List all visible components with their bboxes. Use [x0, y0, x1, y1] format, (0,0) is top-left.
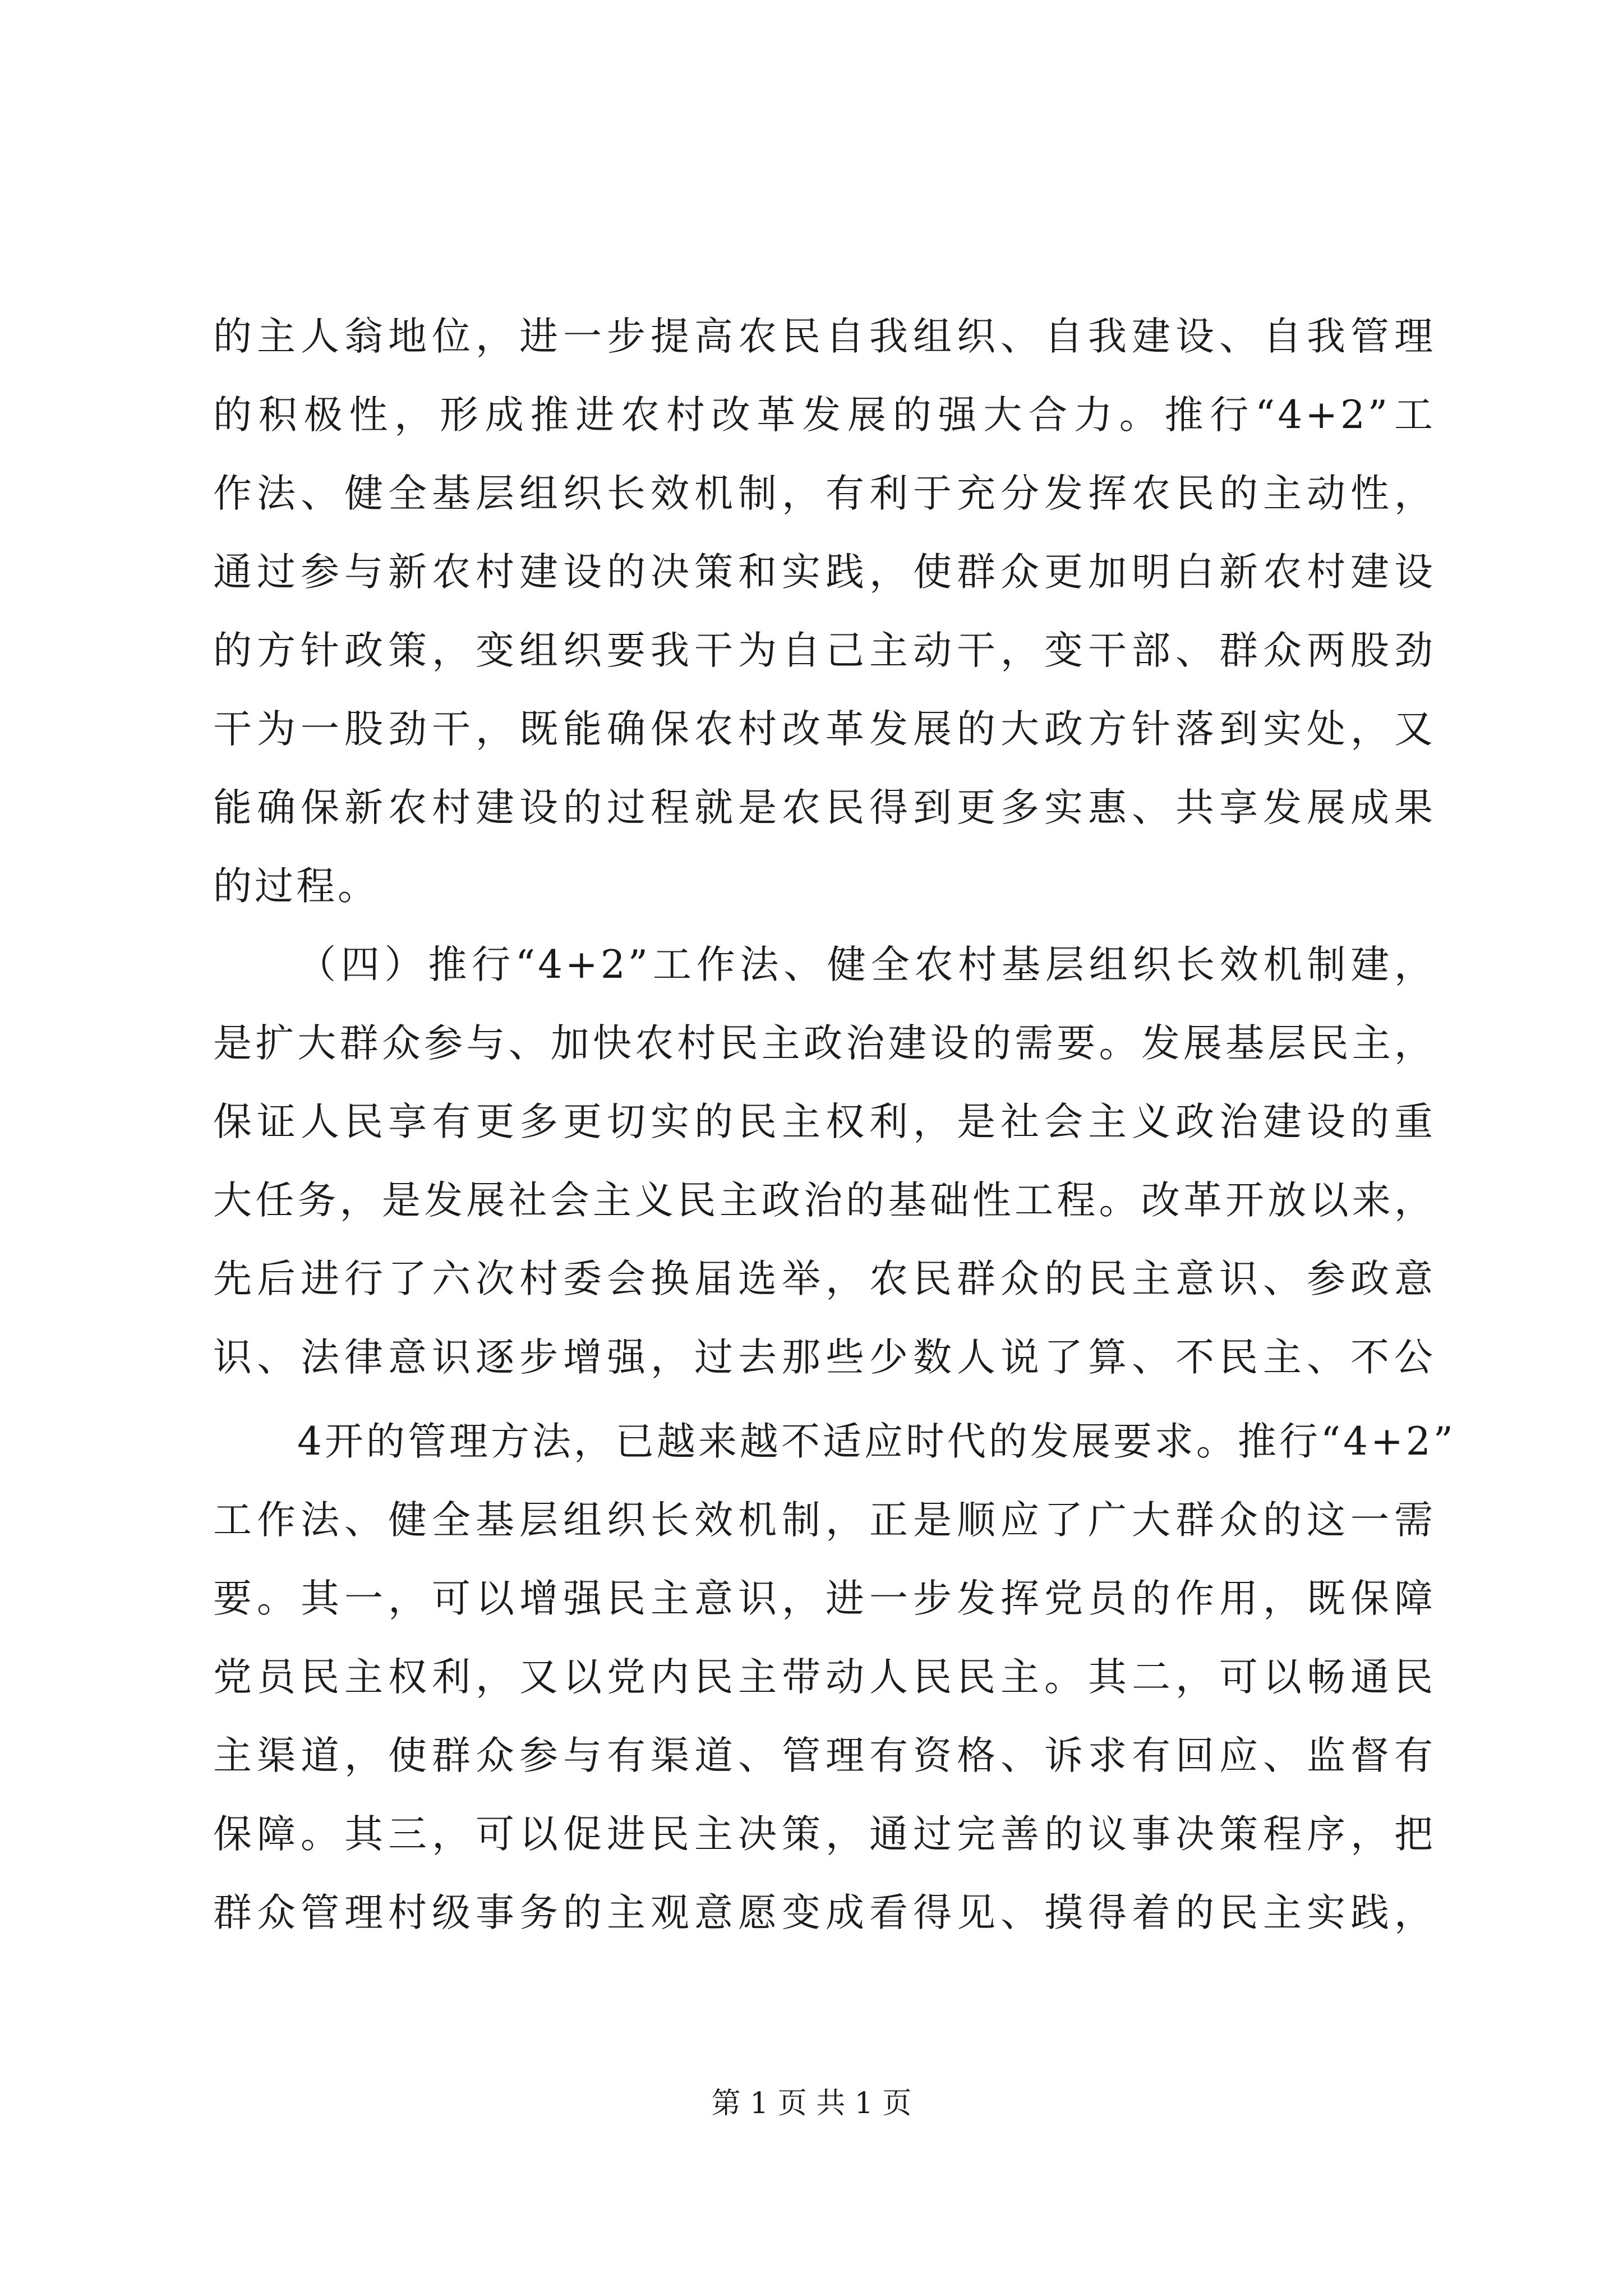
text-line: 识、法律意识逐步增强，过去那些少数人说了算、不民主、不公: [213, 1335, 1436, 1380]
text-line: 干为一股劲干，既能确保农村改革发展的大政方针落到实处，又: [213, 707, 1436, 752]
text-line: 的积极性，形成推进农村改革发展的强大合力。推行“4+2”工: [213, 393, 1436, 438]
text-line: 主渠道，使群众参与有渠道、管理有资格、诉求有回应、监督有: [213, 1733, 1436, 1778]
text-line: 是扩大群众参与、加快农村民主政治建设的需要。发展基层民主，: [213, 1021, 1436, 1066]
text-line: 要。其一，可以增强民主意识，进一步发挥党员的作用，既保障: [213, 1576, 1436, 1621]
text-line: 的过程。: [213, 864, 379, 909]
text-line: 群众管理村级事务的主观意愿变成看得见、摸得着的民主实践，: [213, 1890, 1436, 1935]
text-line: 保障。其三，可以促进民主决策，通过完善的议事决策程序，把: [213, 1812, 1436, 1857]
text-line: 能确保新农村建设的过程就是农民得到更多实惠、共享发展成果: [213, 785, 1436, 830]
text-line: 保证人民享有更多更切实的民主权利，是社会主义政治建设的重: [213, 1099, 1436, 1144]
text-line: 通过参与新农村建设的决策和实践，使群众更加明白新农村建设: [213, 550, 1436, 595]
paragraph-heading-line: （四）推行“4+2”工作法、健全农村基层组织长效机制建，: [297, 942, 1436, 987]
page-number-footer: 第 1 页 共 1 页: [711, 2087, 912, 2120]
text-line: 的方针政策，变组织要我干为自己主动干，变干部、群众两股劲: [213, 628, 1436, 673]
text-line: 4开的管理方法，已越来越不适应时代的发展要求。推行“4+2”: [297, 1419, 1456, 1464]
text-line: 工作法、健全基层组织长效机制，正是顺应了广大群众的这一需: [213, 1498, 1436, 1543]
text-line: 的主人翁地位，进一步提高农民自我组织、自我建设、自我管理: [213, 314, 1436, 359]
text-line: 先后进行了六次村委会换届选举，农民群众的民主意识、参政意: [213, 1257, 1436, 1301]
text-line: 大任务，是发展社会主义民主政治的基础性工程。改革开放以来，: [213, 1178, 1436, 1223]
text-line: 党员民主权利，又以党内民主带动人民民主。其二，可以畅通民: [213, 1655, 1436, 1700]
text-line: 作法、健全基层组织长效机制，有利于充分发挥农民的主动性，: [213, 471, 1436, 516]
